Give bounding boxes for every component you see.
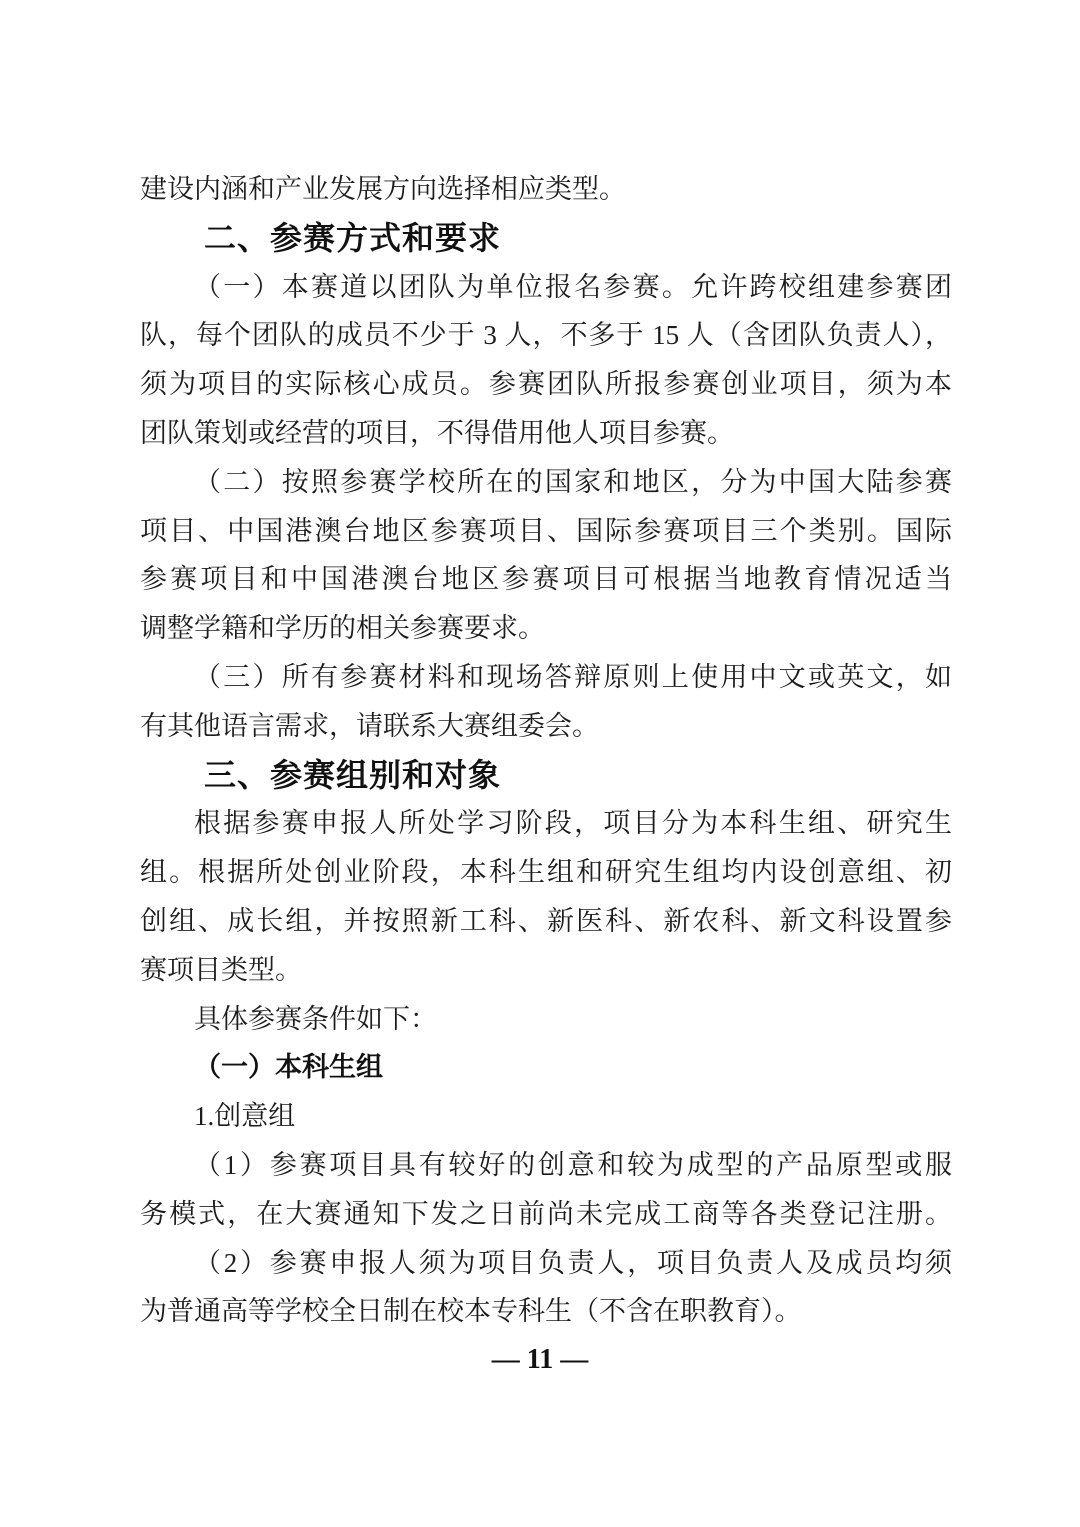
text-line: （二）按照参赛学校所在的国家和地区，分为中国大陆参赛 <box>194 466 952 497</box>
text-line: 团队策划或经营的项目，不得借用他人项目参赛。 <box>140 417 734 448</box>
text-line: 参赛项目和中国港澳台地区参赛项目可根据当地教育情况适当 <box>140 564 952 595</box>
section-heading: 三、参赛组别和对象 <box>204 756 502 793</box>
text-line: 根据参赛申报人所处学习阶段，项目分为本科生组、研究生 <box>194 808 952 839</box>
text-line: 具体参赛条件如下： <box>194 1003 437 1034</box>
text-line: 赛项目类型。 <box>140 954 302 985</box>
text-line: 调整学籍和学历的相关参赛要求。 <box>140 613 545 644</box>
text-line: （1）参赛项目具有较好的创意和较为成型的产品原型或服 <box>194 1149 952 1180</box>
text-line: 须为项目的实际核心成员。参赛团队所报参赛创业项目，须为本 <box>140 369 952 400</box>
text-line: 队，每个团队的成员不少于 3 人，不多于 15 人（含团队负责人）， <box>140 320 952 351</box>
text-line: （一）本赛道以团队为单位报名参赛。允许跨校组建参赛团 <box>194 271 952 302</box>
text-line: 创组、成长组，并按照新工科、新医科、新农科、新文科设置参 <box>140 905 952 936</box>
text-line: 务模式，在大赛通知下发之日前尚未完成工商等各类登记注册。 <box>140 1198 952 1229</box>
text-line: 项目、中国港澳台地区参赛项目、国际参赛项目三个类别。国际 <box>140 515 952 546</box>
text-line: 为普通高等学校全日制在校本专科生（不含在职教育）。 <box>140 1296 802 1327</box>
document-body <box>140 165 952 1336</box>
text-line: （2）参赛申报人须为项目负责人，项目负责人及成员均须 <box>194 1247 952 1278</box>
subsection-heading: （一）本科生组 <box>194 1052 383 1083</box>
text-line: 有其他语言需求，请联系大赛组委会。 <box>140 710 599 741</box>
text-line: 组。根据所处创业阶段，本科生组和研究生组均内设创意组、初 <box>140 857 952 888</box>
text-line: 建设内涵和产业发展方向选择相应类型。 <box>140 174 626 204</box>
text-line: （三）所有参赛材料和现场答辩原则上使用中文或英文，如 <box>194 661 952 692</box>
section-heading: 二、参赛方式和要求 <box>204 219 502 256</box>
page-number: — 11 — <box>491 1344 589 1375</box>
text-line: 1.创意组 <box>194 1101 296 1132</box>
